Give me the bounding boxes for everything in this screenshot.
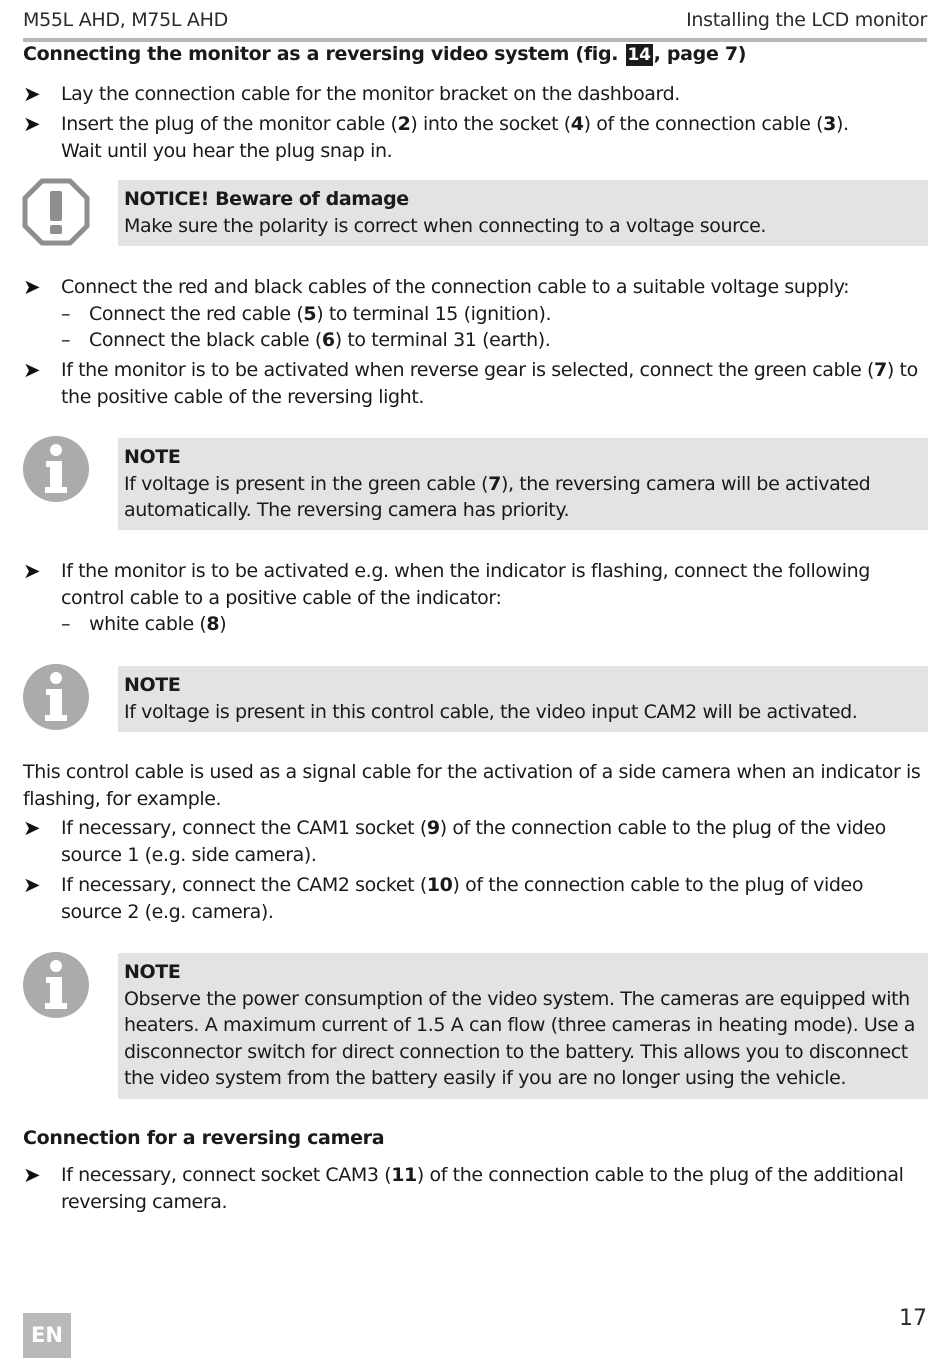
step-arrow-icon: ➤ [23, 112, 41, 136]
step-indicator-cable: ➤ If the monitor is to be activated e.g. when the indicator is flashing, connect the following control cable to a positive cable of the indicator: [23, 559, 870, 609]
octagon-exclamation-icon [22, 178, 90, 246]
step-arrow-icon: ➤ [23, 275, 41, 299]
step-arrow-icon: ➤ [23, 873, 41, 897]
info-icon [22, 435, 90, 503]
page-number: 17 [899, 1306, 927, 1331]
step-cam2: ➤ If necessary, connect the CAM2 socket (10) of the connection cable to the plug of video source 2 (e.g. camera). [23, 873, 864, 923]
note-title: NOTE [124, 446, 181, 468]
step-lay-cable: ➤ Lay the connection cable for the monitor bracket on the dashboard. [23, 82, 680, 106]
body-paragraph: This control cable is used as a signal cable for the activation of a side camera when an indicator is flashing, for example. [23, 761, 921, 810]
substep-black-cable: – Connect the black cable (6) to terminal 31 (earth). [61, 329, 551, 351]
note-power-box [118, 953, 928, 1099]
figure-ref-badge[interactable]: 14 [627, 45, 651, 65]
language-badge: EN [23, 1313, 71, 1358]
substep-white-cable: – white cable (8) [61, 613, 227, 635]
info-icon [22, 663, 90, 731]
note-body: If voltage is present in this control cable, the video input CAM2 will be activated. [124, 700, 858, 723]
step-connect-voltage: ➤ Connect the red and black cables of the connection cable to a suitable voltage supply: [23, 275, 850, 299]
step-cam3: ➤ If necessary, connect socket CAM3 (11) of the connection cable to the plug of the additional reversing camera. [23, 1163, 904, 1213]
step-arrow-icon: ➤ [23, 358, 41, 382]
notice-body: Make sure the polarity is correct when connecting to a voltage source. [124, 214, 767, 237]
section-heading-reversing-system: Connecting the monitor as a reversing video system (fig. 14 , page 7) [23, 43, 747, 65]
substep-red-cable: – Connect the red cable (5) to terminal 15 (ignition). [61, 303, 552, 325]
note-cam2-box [118, 666, 928, 732]
note-title: NOTE [124, 961, 181, 983]
note-title: NOTE [124, 674, 181, 696]
step-arrow-icon: ➤ [23, 82, 41, 106]
step-arrow-icon: ➤ [23, 1163, 41, 1187]
header-chapter: Installing the LCD monitor [686, 9, 927, 31]
info-icon [22, 951, 90, 1019]
page-header [23, 6, 927, 42]
step-insert-plug: ➤ Insert the plug of the monitor cable (2) into the socket (4) of the connection cable (3). Wait until you hear the plug snap in. [23, 112, 849, 162]
step-arrow-icon: ➤ [23, 816, 41, 840]
note-green-cable-box [118, 438, 928, 530]
section-heading-reversing-camera: Connection for a reversing camera [23, 1127, 385, 1149]
step-green-cable: ➤ If the monitor is to be activated when reverse gear is selected, connect the green cable (7) to the positive cable of the reversing light. [23, 358, 918, 408]
notice-title: NOTICE! Beware of damage [124, 188, 409, 210]
notice-damage-box [118, 180, 928, 246]
step-arrow-icon: ➤ [23, 559, 41, 583]
note-body: Observe the power consumption of the video system. The cameras are equipped with heaters. A maximum current of 1.5 A can flow (three cameras in heating mode). Use a disconnector switch for direct connection to the battery. This allows you to disconnect the video system from the battery easily if you are no longer using the vehicle. [124, 987, 916, 1089]
note-body: If voltage is present in the green cable (7), the reversing camera will be activated automatically. The reversing camera has priority. [124, 472, 871, 521]
header-model: M55L AHD, M75L AHD [23, 9, 228, 31]
step-cam1: ➤ If necessary, connect the CAM1 socket (9) of the connection cable to the plug of the video source 1 (e.g. side camera). [23, 816, 886, 866]
